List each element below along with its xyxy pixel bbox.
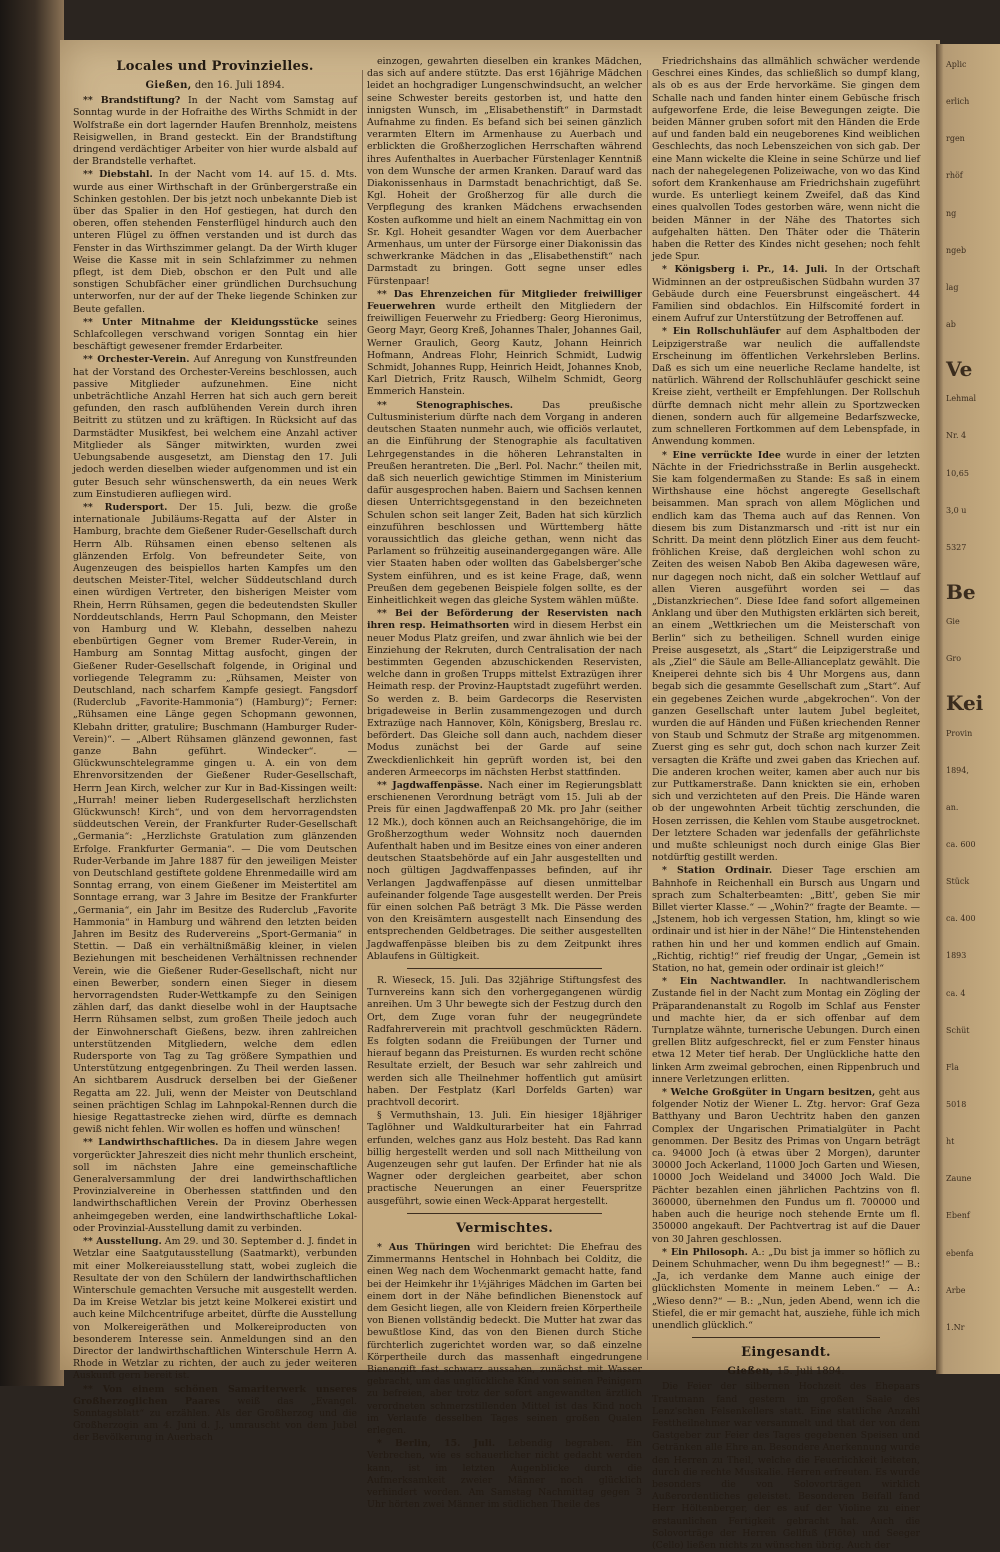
dateline-date: 15. Juli 1894. <box>776 1366 845 1378</box>
article-keyword: * Ein Philosoph. <box>662 1246 748 1258</box>
article-paragraph <box>652 976 920 1086</box>
article-text: Lebendig begraben. Ein Verbrechen, wie es schauerlicher nicht gedacht werden kann, ist im letzten Augenblicke durch die Aufmerksamkeit zweier Männer noch glücklich verhindert worden. Am Samstag Nachmittag gegen 3 Uhr hörten zwei Männer im südlichen Theile des <box>367 1438 642 1511</box>
edge-text-fragment: Zaune <box>946 1174 972 1183</box>
article-list <box>652 56 920 1332</box>
article-paragraph <box>73 317 357 354</box>
article-text: einzogen, gewahrten dieselben ein krankes Mädchen, das sich auf andere stützte. Das erst 16jährige Mädchen leidet an hochgradiger Lungenschwindsucht, an welcher seine Schwester bereits gestorben ist, und hatte den innigsten Wunsch, im „Elisabethenstift“ in Darmstadt Aufnahme zu finden. Es befand sich bei seinen gänzlich verarmten Eltern im Armenhause zu Auerbach und erblickten die Großherzoglichen Herrschaften während ihres Aufenthaltes in Auerbacher Fürstenlager Kenntniß von dem Wunsche der armen Kranken. Darauf ward das Diakonissenhaus in Darmstadt benachrichtigt, daß Se. Kgl. Hoheit der Großherzog für alle durch die Verpflegung des kranken Mädchens erwachsenden Kosten aufkomme und hielt an einem Nachmittag ein von Sr. Kgl. Hoheit gesandter Wagen vor dem Auerbacher Armenhaus, um unter der Fürsorge einer Diakonissin das schwerkranke Mädchen in das „Elisabethenstift“ nach Darmstadt zu bringen. Gott segne unser edles Fürstenpaar! <box>367 56 642 287</box>
article-paragraph <box>367 56 642 288</box>
article-paragraph <box>73 502 357 1137</box>
edge-text-fragment: ht <box>946 1137 955 1146</box>
separator-rule <box>407 968 602 969</box>
edge-text-fragment: Gro <box>946 654 962 663</box>
edge-text-fragment: Aplic <box>946 60 967 69</box>
article-list <box>73 95 357 1444</box>
edge-text-fragment: ngeb <box>946 246 967 255</box>
separator-rule <box>692 1337 880 1338</box>
article-text: weiß das „Evangel. Sonntagsblatt“ zu erzählen. Als der Großherzog und die Großherzogin am 4. Juni d. J., umrauscht von dem Jubel der Bevölkerung in Auerbach <box>73 1395 358 1444</box>
article-paragraph <box>367 1438 642 1511</box>
article-keyword: ** Stenographisches. <box>377 399 514 411</box>
article-text: Friedrichshains das allmählich schwächer werdende Geschrei eines Kindes, das schließlich so dumpf klang, als ob es aus der Erde hervorkäme. Sie gingen dem Schalle nach und fanden hinter einem Gebüsche frisch aufgeworfene Erde, die leise Bewegungen zeigte. Die beiden Männer gruben sofort mit den Händen die Erde auf und fanden bald ein neugeborenes Kind weiblichen Geschlechts, das noch Lebenszeichen von sich gab. Der eine Mann wickelte die Kleine in seine Schürze und lief nach der nahegelegenen Polizeiwache, von wo das Kind sofort dem Krankenhause am Friedrichshain zugeführt wurde. Es unterliegt keinem Zweifel, daß das Kind eines qualvollen Todes gestorben wäre, wenn nicht die beiden Männer in der Nähe des Thatortes sich aufgehalten hätten. Den Thäter oder die Thäterin haben die Retter des Kindes nicht gesehen; noch fehlt jede Spur. <box>652 56 920 263</box>
article-text: In der Nacht vom Samstag auf Sonntag wurde in der Hofraithe des Wirths Schmidt in der Wolfstraße ein dort lagernder Haufen Brennholz, meistens Reisigwellen, in Brand gesteckt. Ein der Brandstiftung dringend verdächtiger Arbeiter von hier wurde alsbald auf der Brandstelle verhaftet. <box>73 95 358 168</box>
edge-text-fragment: rhöf <box>946 171 963 180</box>
article-keyword: * Welche Großgüter in Ungarn besitzen, <box>662 1087 876 1099</box>
edge-text-fragment: Kei <box>946 691 984 715</box>
edge-text-fragment: lag <box>946 283 959 292</box>
section-heading-misc: Vermischtes. <box>455 1220 554 1236</box>
article-list <box>367 56 642 963</box>
article-keyword: ** Ausstellung. <box>83 1236 162 1248</box>
article-paragraph <box>73 95 357 168</box>
edge-text-fragment: Gie <box>946 617 960 626</box>
edge-text-fragment: ca. 4 <box>946 989 966 998</box>
article-text: Das preußische Cultusministerium dürfte nach dem Vorgang in anderen deutschen Staaten nunmehr auch, wie officiös verlautet, an die Einführung der Stenographie als facultativen Lehrgegenstandes in die höheren Lehranstalten in Preußen herantreten. Die „Berl. Pol. Nachr.“ theilen mit, daß sich neuerlich gewichtige Stimmen im Ministerium dafür ausgesprochen haben. Baiern und Sachsen kennen diesen Unterrichtsgegenstand in den bezeichneten Schulen schon seit langer Zeit, Baden hat sich kürzlich einzuführen beschlossen und Württemberg hätte voraussichtlich das gleiche gethan, wenn nicht das Parlament so frühzeitig auseinandergegangen wäre. Alle vier Staaten haben oder wollten das Gabelsberger'sche System einführen, und es ist keine Frage, daß, wenn Preußen dem gegebenen Beispiele folgen sollte, es der Einheitlichkeit wegen das gleiche System wählen müßte. <box>367 399 642 606</box>
edge-text-fragment: erlich <box>946 97 970 106</box>
article-keyword: ** Diebstahl. <box>83 169 153 181</box>
article-keyword: * Berlin, 15. Juli. <box>377 1438 496 1450</box>
article-text: seines Schlafcollegen verschwand vorigen Sonntag ein hier beschäftigt gewesener fremder Erdarbeiter. <box>73 316 357 353</box>
column-right <box>652 56 920 1551</box>
article-keyword: * Aus Thüringen <box>377 1241 471 1253</box>
article-keyword: ** Jagdwaffenpässe. <box>377 779 483 791</box>
article-paragraph <box>652 1087 920 1246</box>
article-paragraph <box>73 354 357 500</box>
article-text: Nach einer im Regierungsblatt erschienenen Verordnung beträgt vom 15. Juli ab der Preis für einen Jagdwaffenpaß 20 Mk. pro Jahr (seither 12 Mk.), doch können auch an Reichsangehörige, die im Großherzogthum weder Wohnsitz noch dauernden Aufenthalt haben und im Besitze eines von einer anderen deutschen Staatsbehörde auf ein Jahr ausgestellten und noch gültigen Jagdwaffenpasses befinden, auf ihr Verlangen Jagdwaffenpässe auf diesen unmittelbar aufeinander folgende Tage ausgestellt werden. Der Preis für einen solchen Paß beträgt 3 Mk. Die Pässe werden von den Kreisämtern ausgestellt nach Einsendung des entsprechenden Geldbetrages. Die seither ausgestellten Jagdwaffenpässe bleiben bis zu dem Zeitpunkt ihres Ablaufens in Gültigkeit. <box>367 779 642 962</box>
article-keyword: ** Orchester-Verein. <box>83 354 190 366</box>
article-keyword: * Ein Rollschuhläufer <box>662 326 781 338</box>
article-text: wird in diesem Herbst ein neuer Modus Platz greifen, und zwar ähnlich wie bei der Einziehung der Rekruten, durch Centralisation der nach bestimmten Gegenden abzuschickenden Reservisten, welche dann in großen Trupps mittelst Extrazügen ihrer Heimath resp. der Provinz-Hauptstadt zugeführt werden. So werden z. B. beim Gardecorps die Reservisten brigadeweise in Berlin zusammengezogen und durch Extrazüge nach Hannover, Köln, Königsberg, Breslau rc. befördert. Das Gleiche soll dann auch, nachdem dieser Modus zunächst bei der Garde auf seine Zweckdienlichkeit hin geprüft worden ist, bei den anderen Armeecorps im nächsten Herbst stattfinden. <box>367 620 643 778</box>
article-text: Dieser Tage erschien am Bahnhofe in Reichenhall ein Bursch aus Ungarn und sprach zum Schalterbeamten: „Bitt', geben Sie mir Billet vierter Klasse.“ — „Wohin?“ fragte der Beamte. — „Jstenem, hob ich vergessen Station, hm, klingt so wie ordinair und ist hier in der Nähe!“ Die Hintenstehenden rathen hin und her und kommen endlich auf Gmain. „Richtig, richtig!“ rief freudig der Ungar, „Gemein ist Station, no hat, gemein oder ordinair ist gleich!“ <box>652 865 920 975</box>
edge-text-fragment: Fla <box>946 1063 959 1072</box>
article-text: geht aus folgender Notiz der Wiener L. Ztg. hervor: Graf Geza Batthyany und Baron Uechtritz haben den ganzen Complex der Ungarischen Primatialgüter in Pacht genommen. Der Besitz des Primas von Ungarn beträgt ca. 94000 Joch (à etwas über 2 Morgen), darunter 30000 Joch Ackerland, 11000 Joch Garten und Wiesen, 10000 Joch Weideland und 34000 Joch Wald. Die Pächter bezahlen einen jährlichen Pachtzins von fl. 360000, übernehmen den Fundus um fl. 700000 und haben auch die heurige noch stehende Ernte um fl. 350000 angekauft. Der Pachtvertrag ist auf die Dauer von 30 Jahren geschlossen. <box>652 1087 920 1245</box>
edge-text-fragment: Arbe <box>946 1286 966 1295</box>
article-text: Am 29. und 30. September d. J. findet in Wetzlar eine Saatgutausstellung (Saatmarkt), verbunden mit einer Molkereiausstellung statt, wobei zugleich die Resultate der von den Schülern der landwirthschaftlichen Winterschule gemachten Versuche mit ausgestellt werden. Da im Kreise Wetzlar bis jetzt keine Molkerei existirt und auch keine Milchcentrifuge arbeitet, dürfte die Ausstellung von Molkereigeräthen und Molkereiproducten von besonderem Interesse sein. Anmeldungen sind an den Director der landwirthschaftlichen Winterschule Herrn A. Rhode in Wetzlar zu richten, der auch zu jeder weiteren Auskunft gern bereit ist. <box>73 1236 357 1382</box>
edge-text-fragment: Nr. 4 <box>946 431 967 440</box>
article-paragraph <box>652 450 920 865</box>
article-paragraph <box>367 400 642 607</box>
section-heading-local: Locales und Provinzielles. <box>116 59 314 74</box>
article-list <box>367 975 642 1208</box>
dateline-date: den 16. Juli 1894. <box>194 80 285 91</box>
edge-text-fragment: 5018 <box>946 1100 967 1109</box>
separator-rule <box>407 1213 602 1214</box>
edge-text-fragment: rgen <box>946 134 965 143</box>
article-text: A.: „Du bist ja immer so höflich zu Deinem Schuhmacher, wenn Du ihm begegnest!“ — B.: „Ja, ich verdanke dem Manne auch einige der glücklichsten Momente in meinem Leben.“ — A.: „Wieso denn?“ — B.: „Nun, jeden Abend, wenn ich die Stiefel, die er mir gemacht hat, ausziehe, fühle ich mich unendlich glücklich.“ <box>652 1246 920 1331</box>
article-paragraph <box>73 1384 357 1445</box>
edge-text-fragment: ebenfa <box>946 1249 974 1258</box>
article-text: Auf Anregung von Kunstfreunden hat der Vorstand des Orchester-Vereins beschlossen, auch passive Mitglieder aufzunehmen. Eine nicht unbeträchtliche Anzahl Herren hat sich auch gern bereit gefunden, den rasch aufblühenden Verein durch ihren Beitritt zu stützen und zu kräftigen. In Rücksicht auf das Darmstädter Musikfest, bei welchem eine Anzahl activer Mitglieder als Sänger mitwirkten, wurden zwei Uebungsabende ausgesetzt, am Dienstag den 17. Juli jedoch werden dieselben wieder aufgenommen und ist ein guter Besuch sehr wünschenswerth, da ein neues Werk zum Einstudieren aufliegen wird. <box>73 354 357 500</box>
article-keyword: * Ein Nachtwandler. <box>662 976 787 988</box>
dateline-place: Gießen, <box>727 1366 774 1378</box>
edge-text-fragment: 5327 <box>946 543 967 552</box>
article-text: R. Wieseck, 15. Juli. Das 32jährige Stiftungsfest des Turnvereins kann sich den vorhergegangenen würdig anreihen. Um 3 Uhr bewegte sich der Festzug durch den Ort, dem Zuge voran fuhr der neugegründete Radfahrerverein mit prachtvoll geschmückten Rädern. Es folgten sodann die Freiübungen der Turner und hierauf begann das Preisturnen. Es wurden recht schöne Resultate erzielt, der Besuch war sehr zahlreich und werden sich alle Theilnehmer hoffentlich gut amüsirt haben. Der Festplatz (Karl Dorfelds Garten) war prachtvoll decorirt. <box>367 975 642 1109</box>
article-paragraph <box>652 56 920 263</box>
edge-text-fragment: an. <box>946 803 959 812</box>
article-paragraph <box>73 1236 357 1382</box>
article-keyword: ** Das Ehrenzeichen für Mitglieder freiwilliger Feuerwehren <box>367 288 642 313</box>
article-keyword: ** Bei der Beförderung der Reservisten nach ihren resp. Heimathsorten <box>367 608 642 632</box>
edge-text-fragment: ca. 400 <box>946 914 976 923</box>
edge-text-fragment: ca. 600 <box>946 840 976 849</box>
section-heading-sent: Eingesandt. <box>741 1345 831 1361</box>
edge-text-fragment: Be <box>946 580 976 604</box>
edge-text-fragment: Ve <box>946 357 973 381</box>
column-rule <box>647 70 648 1360</box>
article-keyword: * Eine verrückte Idee <box>662 449 781 461</box>
article-paragraph <box>73 169 357 315</box>
sent-article: Die Feier der silbernen Hochzeit des Ehepaars Trautmann fand gestern im großen Saale des Lenz'schen Felsenkellers statt. Eine stattliche Anzahl Festtheilnehmer war versammelt und that der von dem Gastgeber zur Feier des Tages gegebenen Speisen und Getränken alle Ehre an. Besondere Anerkennung wurde den Herren zu Theil, welche die Feuerlichkeit leiteten, durch die rechte Musikalie. Herren erfreuten. Es wurde besonders die von Solovorträgen wirklich Außerordentliches geleistet. Besonderen Beifall fand Herr Höltenberger, der es auf der Violine zu einer erstaunlichen Fertigkeit gebracht hat. Auch die Solovorträge der Herren Gellfuß (Flöte) und Seeger (Cello) ließen nichts zu wünschen übrig. Auch der <box>652 1381 920 1551</box>
article-text: wurde ertheilt den Mitgliedern der freiwilligen Feuerwehr zu Friedberg: Georg Hieronimus, Georg Mayr, Georg Kreß, Johannes Thaler, Johannes Gail, Werner Graulich, Georg Kautz, Johann Heinrich Hofmann, Andreas Flohr, Heinrich Schmidt, Ludwig Schmidt, Johannes Rupp, Heinrich Heidt, Johannes Knob, Karl Dietrich, Fritz Rausch, Wilhelm Schmidt, Georg Emmerich Hanstein. <box>367 301 642 398</box>
article-paragraph <box>367 1110 642 1208</box>
edge-text-fragment: Schüt <box>946 1026 970 1035</box>
dateline <box>652 1366 920 1378</box>
edge-text-fragment: Provin <box>946 729 973 738</box>
column-local-news <box>73 56 358 1444</box>
dateline-place: Gießen, <box>145 80 192 91</box>
edge-text-fragment: ab <box>946 320 956 329</box>
article-text: wurde in einer der letzten Nächte in der Friedrichsstraße in Berlin ausgeheckt. Sie kam folgendermaßen zu Stande: Es saß in einem Wirthshause eine höchst angeregte Gesellschaft beisammen. Man sprach von allem Möglichen und endlich kam das Thema auch auf das Rennen. Von diesem bis zum Distanzmarsch und -ritt ist nur ein Schritt. Da meint denn plötzlich Einer aus dem feucht-fröhlichen Kreise, daß dergleichen wohl schon zu Zeiten des weisen Nabob Ben Akiba dagewesen wäre, nur dagegen noch nicht, daß ein solcher Wettlauf auf allen Vieren ausgeführt worden sei — das „Distanzkriechen“. Diese Idee fand sofort allgemeinen Anklang und über den Muthigsten erklärten sich bereit, an einem „Wettkriechen um die Meisterschaft von Berlin“ sich zu betheiligen. Schnell wurden einige Preise ausgesetzt, als „Start“ die Leipzigerstraße und als „Ziel“ die Säule am Belle-Allianceplatz gewählt. Die Kneiperei dehnte sich bis 4 Uhr Morgens aus, dann begab sich die gesammte Gesellschaft zum „Start“. Auf ein gegebenes Zeichen wurde „abgekrochen“. Von der ganzen Gesellschaft unter lautem Jubel begleitet, wurden die auf Händen und Füßen kriechenden Renner von Staub und Schmutz der Straße arg mitgenommen. Zuerst ging es sehr gut, doch schon nach kurzer Zeit versagten die Kräfte und zwei gaben das Kriechen auf. Die anderen krochen weiter, kamen aber auch nur bis zur Puttkamerstraße. Dann knickten sie ein, erhoben sich und verzichteten auf den Preis. Die Hände waren ob der ungewohnten Arbeit tüchtig zerschunden, die Hosen zerrissen, die Kehlen vom Staube ausgetrocknet. Der letztere Schaden war jedenfalls der gefährlichste und mußte schleunigst noch durch einige Glas Bier notdürftig gestillt werden. <box>652 449 920 864</box>
adjacent-page-fragments <box>940 60 1000 1370</box>
article-list <box>367 1242 642 1511</box>
edge-text-fragment: 1.Nr <box>946 1323 965 1332</box>
article-keyword: ** Brandstiftung? <box>83 95 181 107</box>
article-keyword: ** Rudersport. <box>83 501 168 513</box>
article-keyword: ** Von einem schönen Samariterwerk unseres Großherzoglichen Paares <box>73 1383 357 1407</box>
article-text: In der Ortschaft Widminnen an der ostpreußischen Südbahn wurden 37 Gebäude durch eine Feuersbrunst eingeäschert. 44 Familien sind obdachlos. Ein Hilfscomité fordert in einem Aufruf zur Unterstützung der Betroffenen auf. <box>652 264 920 325</box>
edge-text-fragment: 1893 <box>946 951 967 960</box>
article-text: Da in diesem Jahre wegen vorgerückter Jahreszeit dies nicht mehr thunlich erscheint, soll im nächsten Jahre eine gemeinschaftliche Generalversammlung der drei landwirthschaftlichen Provinzialvereine in Oberhessen stattfinden und den landwirthschaftlichen Verein der Provinz Oberhessen anheimgegeben werden, eine landwirthschaftliche Lokal- oder Provinzial-Ausstellung damit zu verbinden. <box>73 1137 357 1234</box>
article-text: Der 15. Juli, bezw. die große internationale Jubiläums-Regatta auf der Alster in Hamburg, brachte dem Gießener Ruder-Gesellschaft durch Herrn Alb. Rühsamen einen ebenso seltenen als glänzenden Erfolg. Von befreundeter Seite, von Augenzeugen des beispiellos harten Kampfes um den deutschen Meister-Titel, welcher Süddeutschland durch einen würdigen Vertreter, den bisherigen Meister vom Rhein, Herrn Rühsamen, gegen die bedeutendsten Skuller Norddeutschlands, Herrn Paul Schopmann, den Meister von Hamburg und W. Klebahn, desselben nahezu ebenbürtigen Gegner vom Bremer Ruder-Verein, in Hamburg am Sonntag Mittag ausfocht, gingen der Gießener Ruder-Gesellschaft folgende, in Original und vorliegende Telegramm zu: „Rühsamen, Meister von Deutschland, nach scharfem Kampfe gesiegt. Fangsdorf (Ruderclub „Favorite-Hammonia“) (Hamburg)“; Ferner: „Rühsamen eine Länge gegen Schopmann gewonnen, Klebahn dritter, gratulire; Buschmann (Hamburger Ruder-Verein)“. — „Albert Rühsamen glänzend gewonnen, fast ganze Bahn geführt. Windecker“. — Glückwunschtelegramme gingen u. A. ein von dem Ehrenvorsitzenden der Gießener Ruder-Gesellschaft, Herrn Jean Kirch, welcher zur Kur in Bad-Kissingen weilt: „Hurrah! meiner lieben Rudergesellschaft herzlichsten Glückwunsch! Kirch“, und von dem hervorragendsten süddeutschen Verein, der Frankfurter Ruder-Gesellschaft „Germania“: „Herzlichste Gratulation zum glänzenden Erfolge. Frankfurter Germania“. — Die vom Deutschen Ruder-Verbande im Jahre 1887 für den jeweiligen Meister von Deutschland gestiftete goldene Ehrenmedaille wird am Sonntag errang, von einem Gießener im Meistertitel am Sonntage errang, war 3 Jahre im Besitze der Frankfurter „Germania“, ein Jahr im Besitze des Ruderclub „Favorite Hammonia“ in Hamburg und während den letzten beiden Jahren im Besitz des Rudervereins „Sport-Germania“ in Stettin. — Daß ein verhältnißmäßig kleiner, in vielen Beziehungen mit bescheidenen Verhältnissen rechnender Verein, wie die Gießener Ruder-Gesellschaft, nicht nur einen Bewerber, sondern einen Sieger in diesem hervorragendsten Ruder-Wettkampfe zu den Seinigen zählen darf, das dankt dieselbe wohl in der Hauptsache Herrn Rühsamen selbst, zum großen Theile jedoch auch der Einwohnerschaft Gießens, bezw. ihren zahlreichen unterstützenden Mitgliedern, welche dem edlen Rudersporte von Tag zu Tag größere Sympathien und Unterstützung entgegenbringen. Zu Theil werden lassen. An sichtbarem Ausdruck derselben bei der Gießener Regatta am 22. Juli, wenn der Meister von Deutschland seinen prächtigen Schlag im Lahnpokal-Rennen durch die hiesige Regattastrecke ziehen wird, dürfte es demnach gewiß nicht fehlen. Wir wollen es hoffen und wünschen! <box>73 501 357 1136</box>
dateline <box>73 80 357 92</box>
article-text: In nachtwandlerischem Zustande fiel in der Nacht zum Montag ein Zögling der Präparandenanstalt zu Rogolb im Schlaf aus Fenster und machte hier, da er sich offenbar auf dem Turnplatze wähnte, turnerische Uebungen. Durch einen grellen Blitz aufgeschreckt, fiel er zum Fenster hinaus etwa 12 Meter tief herab. Der Unglückliche hatte den linken Arm zweimal gebrochen, einen Rippenbruch und innere Verletzungen erlitten. <box>652 976 920 1085</box>
edge-text-fragment: 1894, <box>946 766 969 775</box>
article-paragraph <box>652 865 920 975</box>
article-paragraph <box>652 1247 920 1332</box>
binding-gutter <box>0 0 64 1386</box>
column-middle <box>367 56 643 1511</box>
column-rule <box>362 70 363 1360</box>
article-paragraph <box>367 975 642 1109</box>
article-paragraph <box>367 608 642 779</box>
edge-text-fragment: Lehmal <box>946 394 977 403</box>
article-text: In der Nacht vom 14. auf 15. d. Mts. wurde aus einer Wirthschaft in der Grünbergerstraße ein Schinken gestohlen. Der bis jetzt noch unbekannte Dieb ist über das Spalier in den Hof gestiegen, hat durch den oberen, offen stehenden Fensterflügel hindurch auch den unteren Flügel zu öffnen verstanden und ist durch das Fenster in das Wirthszimmer gelangt. Da der Wirth kluger Weise die Kasse mit in sein Schlafzimmer zu nehmen pflegt, ist dem Dieb, obschon er den Pult und alle sonstigen Schubfächer einer gründlichen Durchsuchung unterworfen, nur der auf der Theke liegende Schinken zur Beute gefallen. <box>73 169 358 315</box>
edge-text-fragment: 10,65 <box>946 469 969 478</box>
article-keyword: * Station Ordinair. <box>662 865 773 877</box>
article-keyword: * Königsberg i. Pr., 14. Juli. <box>662 264 828 276</box>
article-paragraph <box>73 1137 357 1235</box>
article-keyword: ** Unter Mitnahme der Kleidungsstücke <box>83 316 319 328</box>
edge-text-fragment: 3,0 u <box>946 506 967 515</box>
article-text: auf dem Asphaltboden der Leipzigerstraße war neulich die auffallendste Erscheinung im öffentlichen Verkehrsleben Berlins. Daß es sich um eine neuerliche Reclame handelte, ist natürlich. Während der Rollschuhläufer geschickt seine Kreise zieht, vertheilt er Empfehlungen. Der Rollschuh dürfte demnach nicht mehr allein zu Sportzwecken dienen, sondern auch für allgemeine Bedarfszwecke, zum schnelleren Fortkommen auf dem Lebenspfade, in Anwendung kommen. <box>652 326 920 448</box>
article-paragraph <box>367 1242 642 1437</box>
article-text: wird berichtet: Die Ehefrau des Zimmermanns Hentschel in Hohnbach bei Colditz, die einen Weg nach dem Wochenmarkt gemacht hatte, fand bei der Heimkehr ihr 1½jähriges Mädchen im Garten bei einem dort in der Nähe befindlichen Bienenstock auf dem Gesicht liegen, alle von Kleidern freien Körpertheile von Bienen vollständig bedeckt. Die Mutter hat zwar das bewußtlose Kind, das von den Bienen durch Stiche fürchterlich zugerichtet worden war, so daß einzelne Körpertheile durch das massenhaft eingedrungene Bienengift fast schwarz aussahen, zunächst mit Wasser gebracht, um das unglückliche Kind von seinen Peinigern zu befreien, aber trotz der sofort angewandten ärztlich verordneten schmerzstillenden Mittel ist das Kind noch im Verlaufe desselben Tages seinen großen Qualen erlegen. <box>367 1241 642 1436</box>
article-paragraph <box>367 780 642 963</box>
article-paragraph <box>367 289 642 399</box>
article-keyword: ** Landwirthschaftliches. <box>83 1137 219 1149</box>
article-paragraph <box>652 264 920 325</box>
edge-text-fragment: Stück <box>946 877 970 886</box>
article-paragraph <box>652 326 920 448</box>
article-text: § Vermuthshain, 13. Juli. Ein hiesiger 18jähriger Taglöhner und Waldkulturarbeiter hat ein Fahrrad erfunden, welches ganz aus Holz besteht. Das Rad kann billig hergestellt werden und soll nach Mittheilung von Augenzeugen sehr gut laufen. Der Erfinder hat nie als Wagner oder dergleichen gearbeitet, aber schon practische Neuerungen an einer Feuerspritze ausgeführt, sowie einen Weck-Apparat hergestellt. <box>367 1110 642 1207</box>
edge-text-fragment: Ebenf <box>946 1211 970 1220</box>
edge-text-fragment: ng <box>946 209 957 218</box>
